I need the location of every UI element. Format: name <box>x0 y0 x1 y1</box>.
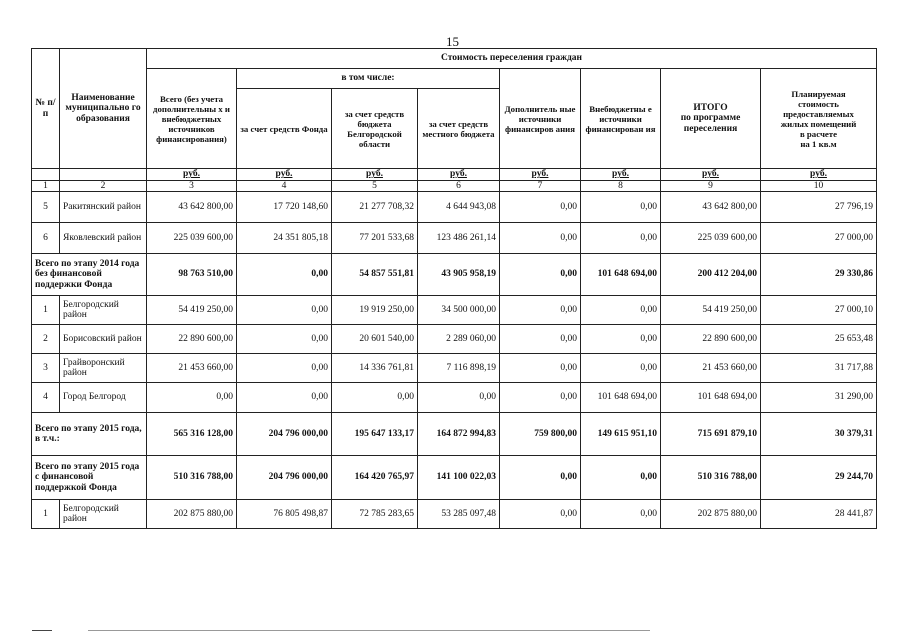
cell-local: 0,00 <box>418 383 500 413</box>
header-planned-line: в расчете <box>799 128 838 139</box>
cell-region: 72 785 283,65 <box>332 500 418 529</box>
cell-fund: 0,00 <box>237 254 332 296</box>
cell-local: 53 285 097,48 <box>418 500 500 529</box>
cell-fund: 204 796 000,00 <box>237 413 332 456</box>
row-number: 3 <box>32 354 60 383</box>
table-row <box>32 500 877 529</box>
cell-fund: 0,00 <box>237 383 332 413</box>
cell-extrabudgetary: 0,00 <box>581 354 661 383</box>
row-number: 5 <box>32 192 60 223</box>
cell-total: 21 453 660,00 <box>147 354 237 383</box>
header-fund: за счет средств Фонда <box>237 89 332 169</box>
column-number: 8 <box>581 180 661 192</box>
cell-itogo: 715 691 879,10 <box>661 413 761 456</box>
cell-region: 0,00 <box>332 383 418 413</box>
cell-fund: 76 805 498,87 <box>237 500 332 529</box>
header-group-title: Стоимость переселения граждан <box>147 49 877 69</box>
cell-total: 22 890 600,00 <box>147 325 237 354</box>
row-name: Ракитянский район <box>60 192 147 223</box>
cell-total: 510 316 788,00 <box>147 456 237 500</box>
cell-local: 164 872 994,83 <box>418 413 500 456</box>
column-number: 9 <box>661 180 761 192</box>
cell-per-sqm: 29 244,70 <box>761 456 877 500</box>
cell-per-sqm: 27 796,19 <box>761 192 877 223</box>
cell-fund: 0,00 <box>237 354 332 383</box>
column-number: 1 <box>32 180 60 192</box>
row-number: 4 <box>32 383 60 413</box>
cell-additional: 0,00 <box>500 223 581 254</box>
cell-extrabudgetary: 149 615 951,10 <box>581 413 661 456</box>
header-planned-cost <box>761 69 877 169</box>
cell-fund: 17 720 148,60 <box>237 192 332 223</box>
column-number: 5 <box>332 180 418 192</box>
unit-label: руб. <box>147 169 237 181</box>
cell-region: 195 647 133,17 <box>332 413 418 456</box>
scan-artifact-line <box>88 630 650 631</box>
row-name: Белгородский район <box>60 500 147 529</box>
cell-per-sqm: 31 717,88 <box>761 354 877 383</box>
page-number: 15 <box>446 34 459 49</box>
cell-itogo: 202 875 880,00 <box>661 500 761 529</box>
cell-region: 54 857 551,81 <box>332 254 418 296</box>
table-row <box>32 192 877 223</box>
header-planned-line: предоставляемых <box>783 108 854 119</box>
header-planned-line: стоимость <box>798 98 839 109</box>
column-number: 7 <box>500 180 581 192</box>
header-region: за счет средств бюджета Белгородской области <box>332 89 418 169</box>
cell-per-sqm: 31 290,00 <box>761 383 877 413</box>
cell-local: 123 486 261,14 <box>418 223 500 254</box>
cell-region: 20 601 540,00 <box>332 325 418 354</box>
unit-label: руб. <box>332 169 418 181</box>
cell-region: 164 420 765,97 <box>332 456 418 500</box>
cell-fund: 204 796 000,00 <box>237 456 332 500</box>
cell-region: 21 277 708,32 <box>332 192 418 223</box>
subtotal-row <box>32 456 877 500</box>
cell-additional: 0,00 <box>500 383 581 413</box>
cell-total: 202 875 880,00 <box>147 500 237 529</box>
header-extrabudgetary: Внебюджетны е источники финансирован ия <box>581 69 661 169</box>
unit-label: руб. <box>418 169 500 181</box>
cell-fund: 24 351 805,18 <box>237 223 332 254</box>
subtotal-name: Всего по этапу 2015 года, в т.ч.: <box>32 413 147 456</box>
cell-itogo: 225 039 600,00 <box>661 223 761 254</box>
cell-region: 77 201 533,68 <box>332 223 418 254</box>
column-number: 10 <box>761 180 877 192</box>
row-name: Яковлевский район <box>60 223 147 254</box>
cell-total: 565 316 128,00 <box>147 413 237 456</box>
header-planned-line: Планируемая <box>791 88 846 99</box>
column-number: 3 <box>147 180 237 192</box>
row-name: Грайворонский район <box>60 354 147 383</box>
cell-local: 4 644 943,08 <box>418 192 500 223</box>
cell-itogo: 510 316 788,00 <box>661 456 761 500</box>
cell-local: 34 500 000,00 <box>418 296 500 325</box>
header-itogo <box>661 69 761 169</box>
cell-region: 19 919 250,00 <box>332 296 418 325</box>
cell-extrabudgetary: 0,00 <box>581 192 661 223</box>
cell-itogo: 54 419 250,00 <box>661 296 761 325</box>
cell-region: 14 336 761,81 <box>332 354 418 383</box>
cell-additional: 0,00 <box>500 192 581 223</box>
cell-additional: 0,00 <box>500 325 581 354</box>
row-name: Город Белгород <box>60 383 147 413</box>
cell-extrabudgetary: 0,00 <box>581 325 661 354</box>
cell-total: 43 642 800,00 <box>147 192 237 223</box>
row-number: 1 <box>32 296 60 325</box>
unit-cell-empty <box>32 169 60 181</box>
cell-fund: 0,00 <box>237 296 332 325</box>
unit-label: руб. <box>581 169 661 181</box>
header-planned-line: жилых помещений <box>780 118 857 129</box>
row-number: 1 <box>32 500 60 529</box>
unit-label: руб. <box>237 169 332 181</box>
cell-local: 7 116 898,19 <box>418 354 500 383</box>
table-row <box>32 354 877 383</box>
cell-total: 225 039 600,00 <box>147 223 237 254</box>
row-name: Борисовский район <box>60 325 147 354</box>
column-number: 2 <box>60 180 147 192</box>
cell-itogo: 22 890 600,00 <box>661 325 761 354</box>
row-number: 6 <box>32 223 60 254</box>
cell-per-sqm: 27 000,00 <box>761 223 877 254</box>
cell-itogo: 101 648 694,00 <box>661 383 761 413</box>
cell-extrabudgetary: 101 648 694,00 <box>581 383 661 413</box>
table-row <box>32 223 877 254</box>
cell-total: 98 763 510,00 <box>147 254 237 296</box>
cell-per-sqm: 30 379,31 <box>761 413 877 456</box>
column-number: 4 <box>237 180 332 192</box>
cell-itogo: 21 453 660,00 <box>661 354 761 383</box>
unit-label: руб. <box>500 169 581 181</box>
cell-local: 141 100 022,03 <box>418 456 500 500</box>
cell-extrabudgetary: 0,00 <box>581 296 661 325</box>
resettlement-cost-table <box>31 48 877 529</box>
row-number: 2 <box>32 325 60 354</box>
cell-additional: 0,00 <box>500 296 581 325</box>
table-row <box>32 325 877 354</box>
cell-local: 43 905 958,19 <box>418 254 500 296</box>
header-including: в том числе: <box>237 69 500 89</box>
cell-fund: 0,00 <box>237 325 332 354</box>
cell-extrabudgetary: 0,00 <box>581 456 661 500</box>
header-no: № п/п <box>32 49 60 169</box>
cell-itogo: 43 642 800,00 <box>661 192 761 223</box>
cell-additional: 0,00 <box>500 254 581 296</box>
subtotal-row <box>32 413 877 456</box>
unit-cell-empty <box>60 169 147 181</box>
cell-extrabudgetary: 0,00 <box>581 223 661 254</box>
cell-itogo: 200 412 204,00 <box>661 254 761 296</box>
row-name: Белгородский район <box>60 296 147 325</box>
cell-additional: 0,00 <box>500 500 581 529</box>
header-planned-line: на 1 кв.м <box>800 138 837 149</box>
cell-per-sqm: 27 000,10 <box>761 296 877 325</box>
scan-artifact-line <box>32 630 52 631</box>
unit-label: руб. <box>761 169 877 181</box>
header-itogo-sub: по программе переселения <box>680 113 741 134</box>
subtotal-row <box>32 254 877 296</box>
subtotal-name: Всего по этапу 2014 года без финансовой поддержки Фонда <box>32 254 147 296</box>
header-total: Всего (без учета дополнительны х и внебюджетных источников финансирования) <box>147 69 237 169</box>
header-additional: Дополнитель ные источники финансиров ания <box>500 69 581 169</box>
cell-per-sqm: 28 441,87 <box>761 500 877 529</box>
subtotal-name: Всего по этапу 2015 года с финансовой поддержкой Фонда <box>32 456 147 500</box>
cell-per-sqm: 25 653,48 <box>761 325 877 354</box>
header-itogo-title: ИТОГО <box>693 102 728 113</box>
cell-total: 54 419 250,00 <box>147 296 237 325</box>
cell-local: 2 289 060,00 <box>418 325 500 354</box>
cell-per-sqm: 29 330,86 <box>761 254 877 296</box>
cell-additional: 759 800,00 <box>500 413 581 456</box>
cell-additional: 0,00 <box>500 354 581 383</box>
header-local: за счет средств местного бюджета <box>418 89 500 169</box>
cell-extrabudgetary: 101 648 694,00 <box>581 254 661 296</box>
table-row <box>32 383 877 413</box>
cell-total: 0,00 <box>147 383 237 413</box>
table-row <box>32 296 877 325</box>
header-municipality: Наименование муниципально го образования <box>60 49 147 169</box>
unit-label: руб. <box>661 169 761 181</box>
cell-extrabudgetary: 0,00 <box>581 500 661 529</box>
column-number: 6 <box>418 180 500 192</box>
cell-additional: 0,00 <box>500 456 581 500</box>
